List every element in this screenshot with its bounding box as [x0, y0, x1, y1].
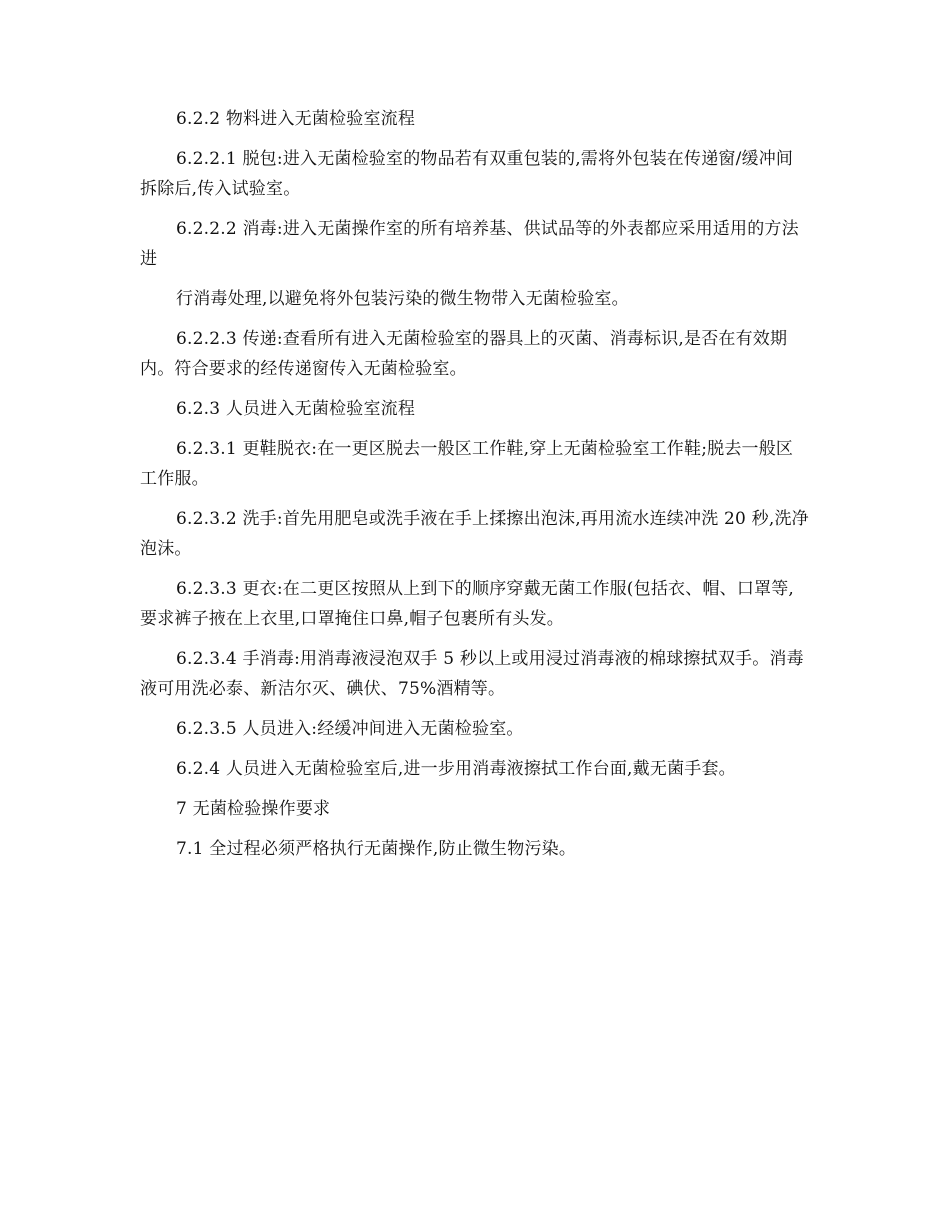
paragraph-6-2-4: 6.2.4 人员进入无菌检验室后,进一步用消毒液擦拭工作台面,戴无菌手套。: [176, 759, 736, 779]
section-heading-7: 7 无菌检验操作要求: [176, 799, 331, 819]
paragraph-6-2-2-1: 6.2.2.1 脱包:进入无菌检验室的物品若有双重包装的,需将外包装在传递窗/缓冲间拆除后,传入试验室。: [140, 149, 794, 199]
paragraph-7-1: 7.1 全过程必须严格执行无菌操作,防止微生物污染。: [176, 839, 577, 859]
paragraph-6-2-2-2-continued: 行消毒处理,以避免将外包装污染的微生物带入无菌检验室。: [176, 289, 629, 309]
paragraph-6-2-3-2: 6.2.3.2 洗手:首先用肥皂或洗手液在手上揉擦出泡沫,再用流水连续冲洗 20 秒,洗净泡沫。: [140, 509, 809, 559]
paragraph-6-2-3-5: 6.2.3.5 人员进入:经缓冲间进入无菌检验室。: [176, 719, 524, 739]
paragraph-6-2-2-3: 6.2.2.3 传递:查看所有进入无菌检验室的器具上的灭菌、消毒标识,是否在有效期内。符合要求的经传递窗传入无菌检验室。: [140, 329, 788, 379]
section-heading-6-2-3: 6.2.3 人员进入无菌检验室流程: [176, 399, 416, 419]
document-body: [140, 104, 810, 864]
section-heading-6-2-2: 6.2.2 物料进入无菌检验室流程: [176, 109, 416, 129]
paragraph-6-2-2-2: 6.2.2.2 消毒:进入无菌操作室的所有培养基、供试品等的外表都应采用适用的方法进: [140, 219, 799, 269]
paragraph-6-2-3-4: 6.2.3.4 手消毒:用消毒液浸泡双手 5 秒以上或用浸过消毒液的棉球擦拭双手。消毒液可用洗必泰、新洁尔灭、碘伏、75%酒精等。: [140, 649, 804, 699]
paragraph-6-2-3-1: 6.2.3.1 更鞋脱衣:在一更区脱去一般区工作鞋,穿上无菌检验室工作鞋;脱去一般区工作服。: [140, 439, 794, 489]
paragraph-6-2-3-3: 6.2.3.3 更衣:在二更区按照从上到下的顺序穿戴无菌工作服(包括衣、帽、口罩等,要求裤子掖在上衣里,口罩掩住口鼻,帽子包裹所有头发。: [140, 579, 795, 629]
